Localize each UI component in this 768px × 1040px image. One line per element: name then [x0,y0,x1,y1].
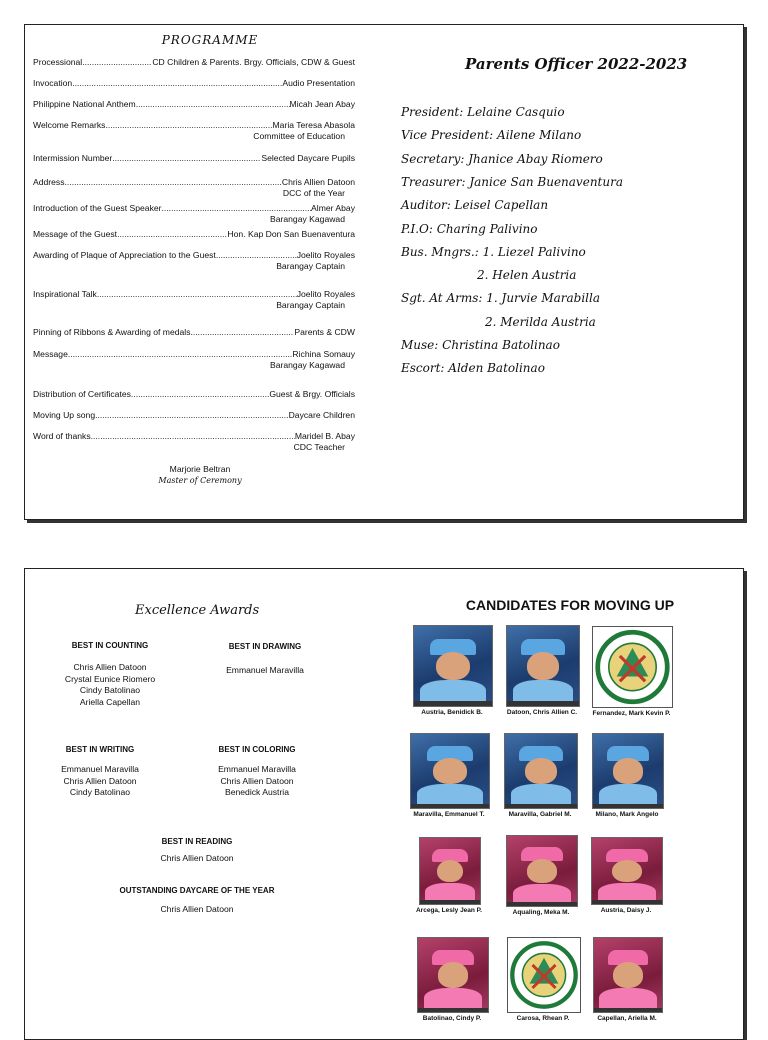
dot-leader [65,177,282,188]
photo-strip [507,902,577,906]
dot-leader [112,153,261,164]
photo-strip [505,804,577,808]
barangay-logo [592,626,673,708]
programme-line [33,99,355,110]
award-names [200,665,330,677]
photo-face [438,962,469,987]
dot-leader [68,349,293,360]
photo-strip [507,701,579,706]
programme-line [33,431,355,442]
photo-strip [592,900,662,904]
photo-face [527,859,558,883]
awards-page [24,568,744,1040]
programme-item [33,289,355,311]
programme-item-value: Chris Allien Datoon [281,177,355,187]
officer-line: Vice President: Ailene Milano [401,128,582,143]
photo-face [612,860,643,882]
programme-item-label: Message of the Guest [33,229,118,239]
master-of-ceremony [125,463,275,487]
candidate-name: Maravilla, Emmanuel T. [413,811,485,818]
programme-line [33,327,355,338]
award-heading: BEST IN COLORING [218,745,296,754]
programme-item [33,327,355,338]
programme-item-label: Address [33,177,65,187]
programme-item-value: Maridel B. Abay [294,431,355,441]
programme-item [33,203,355,225]
candidate-name: Aqualing, Meka M. [512,909,570,916]
award-name: Benedick Austria [224,787,289,797]
programme-line [33,203,355,214]
programme-line [33,389,355,400]
programme-item-value: Almer Abay [311,203,355,213]
programme-item-sub: Barangay Captain [276,300,345,310]
candidate-name: Arcega, Lesly Jean P. [415,907,482,914]
programme-item [33,99,355,110]
officer-line: 2. Merilda Austria [485,314,596,329]
dot-leader [131,389,269,400]
programme-item-value: Daycare Children [288,410,355,420]
candidate-name: Datoon, Chris Allien C. [506,709,578,716]
award-heading: BEST IN WRITING [65,745,135,754]
programme-item-value: Maria Teresa Abasola [272,120,355,130]
photo-strip [411,804,489,808]
award-name: Crystal Eunice Riomero [64,673,156,684]
programme-item [33,153,355,164]
award-name: Chris Allien Datoon [63,775,137,786]
programme-item [33,431,355,453]
programme-item-label: Inspirational Talk [33,289,97,299]
programme-item-value: CD Children & Parents. Brgy. Officials, CDW & Guest [152,57,355,67]
dot-leader [191,327,295,338]
candidate-name: Milano, Mark Angelo [595,811,659,818]
programme-item [33,229,355,240]
mc-name: Marjorie Beltran [169,464,231,474]
programme-line [33,250,355,261]
award-heading: BEST IN DRAWING [228,642,302,651]
programme-item-sub: Committee of Education [253,131,345,141]
officer-line: Bus. Mngrs.: 1. Liezel Palivino [401,244,586,259]
award-name: Chris Allien Datoon [160,853,234,863]
award-name: Emmanuel Maravilla [218,764,296,774]
programme-item-label: Awarding of Plaque of Appreciation to the Guest [33,250,216,260]
programme-item-value: Micah Jean Abay [289,99,355,109]
award-names [45,662,175,708]
candidate-photo [592,733,664,809]
officer-line: Sgt. At Arms: 1. Jurvie Marabilla [401,291,600,306]
photo-face [437,860,463,882]
programme-item-label: Invocation [33,78,73,88]
dot-leader [162,203,312,214]
programme-line [33,229,355,240]
programme-line [33,349,355,360]
candidate-photo [506,835,578,907]
programme-item-label: Distribution of Certificates [33,389,131,399]
programme-item-value: Guest & Brgy. Officials [269,389,355,399]
candidates-title: CANDIDATES FOR MOVING UP [465,597,675,613]
award-name: Emmanuel Maravilla [61,764,139,774]
photo-face [433,758,467,783]
candidate-photo [591,837,663,905]
programme-item-label: Message [33,349,68,359]
barangay-seal-icon [593,627,672,707]
programme-item [33,389,355,400]
photo-strip [418,1008,488,1012]
award-name: Emmanuel Maravilla [226,665,304,675]
programme-item-value: Hon. Kap Don San Buenaventura [227,229,355,239]
programme-item-sub: Barangay Kagawad [269,214,345,224]
candidate-name: Carosa, Rhean P. [516,1015,570,1022]
award-heading: BEST IN READING [161,837,233,846]
programme-item-label: Welcome Remarks [33,120,106,130]
programme-line [33,410,355,421]
candidate-name: Capellan, Ariella M. [597,1015,657,1022]
programme-item-sub: CDC Teacher [293,442,345,452]
candidate-photo [506,625,580,707]
programme-item-label: Pinning of Ribbons & Awarding of medals [33,327,191,337]
award-name: Chris Allien Datoon [160,904,234,914]
candidate-name: Austria, Daisy J. [600,907,652,914]
award-names [35,764,165,799]
candidate-photo [413,625,493,707]
dot-leader [97,289,297,300]
programme-item-value: Audio Presentation [282,78,355,88]
barangay-logo [507,937,581,1013]
dot-leader [136,99,290,110]
award-name: Chris Allien Datoon [73,662,147,672]
programme-line [33,78,355,89]
programme-line [33,57,355,68]
candidate-photo [504,733,578,809]
award-name: Ariella Capellan [79,696,141,707]
photo-face [613,962,643,987]
programme-item-value: Joelito Royales [296,289,355,299]
officer-line: Treasurer: Janice San Buenaventura [401,174,623,189]
officer-line: Secretary: Jhanice Abay Riomero [401,151,603,166]
programme-item-label: Introduction of the Guest Speaker [33,203,162,213]
programme-item-value: Richina Somauy [292,349,355,359]
programme-line [33,289,355,300]
candidate-photo [419,837,481,905]
award-name: Chris Allien Datoon [220,775,294,786]
dot-leader [82,57,152,68]
programme-item-value: Selected Daycare Pupils [261,153,355,163]
programme-line [33,153,355,164]
programme-item-label: Word of thanks [33,431,91,441]
photo-face [613,758,644,783]
photo-strip [593,804,663,808]
photo-strip [594,1008,662,1012]
candidate-photo [417,937,489,1013]
programme-line [33,120,355,131]
programme-item-sub: Barangay Captain [276,261,345,271]
photo-face [436,652,470,679]
mc-role: Master of Ceremony [158,476,242,485]
barangay-seal-icon [508,938,580,1012]
photo-face [525,758,557,783]
officer-line: Auditor: Leisel Capellan [401,198,549,213]
programme-item [33,349,355,371]
award-name: Cindy Batolinao [69,787,131,797]
officer-line: President: Lelaine Casquio [401,105,565,119]
dot-leader [216,250,297,261]
dot-leader [91,431,295,442]
photo-face [527,652,559,679]
programme-item [33,120,355,142]
candidate-name: Batolinao, Cindy P. [422,1015,482,1022]
programme-item-value: Joelito Royales [296,250,355,260]
officer-line: P.I.O: Charing Palivino [401,221,538,236]
programme-line [33,177,355,188]
officer-line: Escort: Alden Batolinao [401,361,545,376]
award-names [117,853,277,865]
photo-strip [420,900,480,904]
programme-item [33,410,355,421]
programme-item-sub: Barangay Kagawad [269,360,345,370]
programme-title: PROGRAMME [161,33,259,47]
programme-item-label: Intermission Number [33,153,113,163]
officers-title: Parents Officer 2022-2023 [465,55,688,73]
programme-item-label: Moving Up song [33,410,96,420]
programme-item-value: Parents & CDW [294,327,355,337]
photo-strip [414,701,492,706]
programme-item [33,78,355,89]
programme-page [24,24,744,520]
candidate-name: Maravilla, Gabriel M. [508,811,572,818]
dot-leader [105,120,272,131]
awards-title: Excellence Awards [135,603,260,618]
dot-leader [117,229,227,240]
candidate-name: Austria, Benidick B. [421,709,483,716]
programme-item [33,57,355,68]
candidate-name: Fernandez, Mark Kevin P. [592,710,671,717]
candidate-photo [593,937,663,1013]
award-names [192,764,322,799]
programme-item-label: Philippine National Anthem [33,99,136,109]
officer-line: Muse: Christina Batolinao [401,338,560,352]
programme-item-sub: DCC of the Year [282,188,345,198]
award-names [97,904,297,916]
officer-line: 2. Helen Austria [477,268,577,283]
programme-item [33,177,355,199]
dot-leader [95,410,288,421]
award-heading: OUTSTANDING DAYCARE OF THE YEAR [119,886,275,895]
dot-leader [72,78,282,89]
programme-item [33,250,355,272]
programme-item-label: Processional [33,57,83,67]
award-heading: BEST IN COUNTING [71,641,149,650]
award-name: Cindy Batolinao [79,685,141,695]
candidate-photo [410,733,490,809]
